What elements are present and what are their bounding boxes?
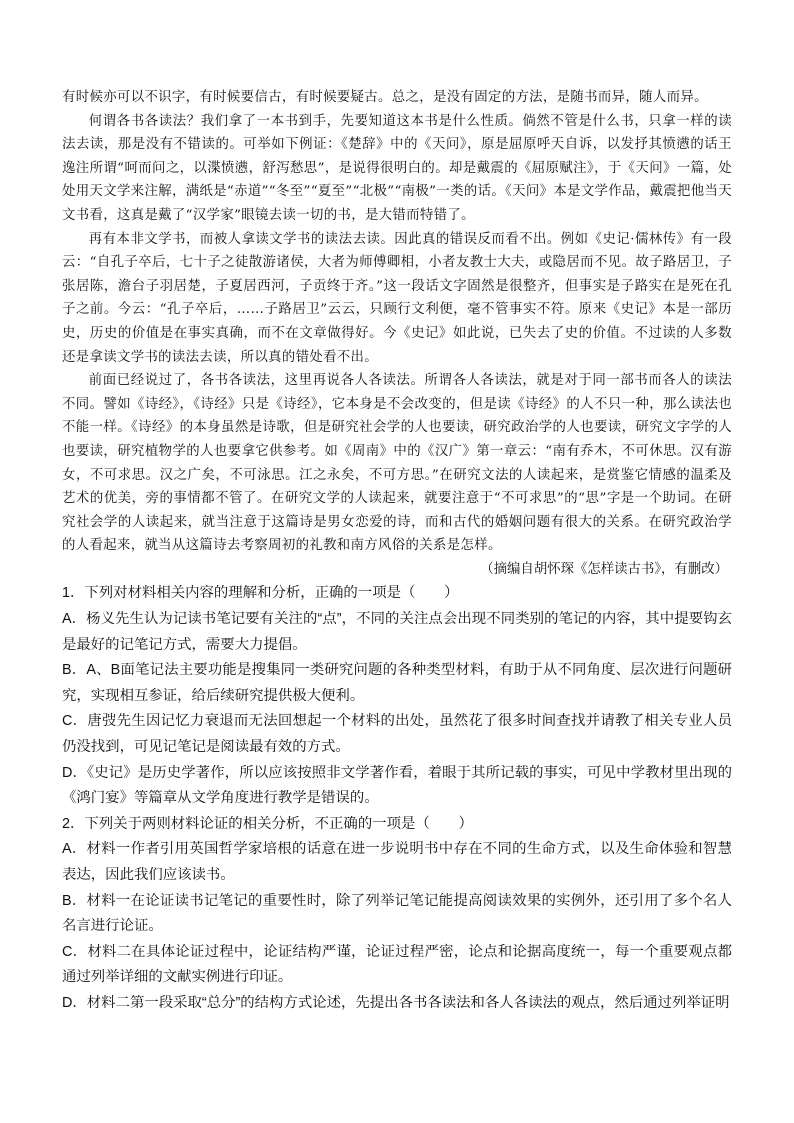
question-1 [62,581,732,811]
source-citation: （摘编自胡怀琛《怎样读古书》，有删改） [480,561,728,577]
option-d: D．材料二第一段采取“总分”的结构方式论述，先提出各书各读法和各人各读法的观点，然后通过列举证明 [62,994,730,1011]
passage-paragraph: 何谓各书各读法？我们拿了一本书到手，先要知道这本书是什么性质。倘然不管是什么书，只拿一样的读法去读，那是没有不错读的。可举如下例证：《楚辞》中的《天问》，原是屈原呼天自诉，以发抒其愤懑的话王逸注所谓“呵而问之，以渫愤懑，舒泻愁思”，是说得很明白的。却是戴震的《屈原赋注》，于《天问》一篇，处处用天文学来注解，满纸是“赤道”“冬至”“夏至”“北极”“南极”一类的话。《天问》本是文学作品，戴震把他当天文书看，这真是戴了“汉学家”眼镜去读一切的书，是大错而特错了。 [62,113,732,223]
option-a: A．材料一作者引用英国哲学家培根的话意在进一步说明书中存在不同的生命方式，以及生命体验和智慧表达，因此我们应该读书。 [62,841,732,883]
option-c: C．材料二在具体论证过程中，论证结构严谨，论证过程严密，论点和论据高度统一，每一个重要观点都通过列举详细的文献实例进行印证。 [62,943,732,986]
option-d: D．《史记》是历史学著作，所以应该按照非文学著作看，着眼于其所记载的事实，可见中学教材里出现的《鸿门宴》等篇章从文学角度进行教学是错误的。 [62,764,732,807]
option-a: A．杨义先生认为记读书笔记要有关注的“点”，不同的关注点会出现不同类别的笔记的内容，其中提要钩玄是最好的记笔记方式，需要大力提倡。 [62,611,732,653]
reading-passage [62,86,732,558]
passage-paragraph: 前面已经说过了，各书各读法，这里再说各人各读法。所谓各人各读法，就是对于同一部书而各人的读法不同。譬如《诗经》，《诗经》只是《诗经》，它本身是不会改变的，但是读《诗经》的人不只一种，那么读法也不能一样。《诗经》的本身虽然是诗歌，但是研究社会学的人也要读，研究政治学的人也要读，研究文字学的人也要读，研究植物学的人也要拿它供参考。如《周南》中的《汉广》第一章云：“南有乔木，不可休思。汉有游女，不可求思。汉之广矣，不可泳思。江之永矣，不可方思。”在研究文法的人读起来，是赏鉴它情感的温柔及艺术的优美，旁的事情都不管了。在研究文学的人读起来，就要注意于“不可求思”的“思”字是一个助词。在研究社会学的人读起来，就当注意于这篇诗是男女恋爱的诗，而和古代的婚姻问题有很大的关系。在研究政治学的人看起来，就当从这篇诗去考察周初的礼教和南方风俗的关系是怎样。 [62,373,732,554]
passage-paragraph: 再有本非文学书，而被人拿读文学书的读法去读。因此真的错误反而看不出。例如《史记·儒林传》有一段云：“自孔子卒后，七十子之徒散游诸侯，大者为师傅卿相，小者友教士大夫，或隐居而不见。故子路居卫，子张居陈，澹台子羽居楚，子夏居西河，子贡终于齐。”这一段话文字固然是很整齐，但事实是子路实在是死在孔子之前。今云：“孔子卒后，……子路居卫”云云，只顾行文利便，毫不管事实不符。原来《史记》本是一部历史，历史的价值是在事实真确，而不在文章做得好。今《史记》如此说，已失去了史的价值。不过读的人多数还是拿读文学书的读法去读，所以真的错处看不出。 [62,231,732,365]
option-c: C．唐弢先生因记忆力衰退而无法回想起一个材料的出处，虽然花了很多时间查找并请教了相关专业人员仍没找到，可见记笔记是阅读最有效的方式。 [62,713,732,756]
question-2 [62,812,732,1017]
question-list [62,581,732,1016]
option-b: B．材料一在论证读书记笔记的重要性时，除了列举记笔记能提高阅读效果的实例外，还引用了多个名人名言进行论证。 [62,892,732,935]
question-stem: 1．下列对材料相关内容的理解和分析，正确的一项是（ ） [62,585,459,602]
option-b: B．A、B面笔记法主要功能是搜集同一类研究问题的各种类型材料，有助于从不同角度、层次进行问题研究，实现相互参证，给后续研究提供极大便利。 [62,662,732,704]
question-stem: 2．下列关于两则材料论证的相关分析，不正确的一项是（ ） [62,815,473,832]
passage-paragraph: 有时候亦可以不识字，有时候要信古，有时候要疑古。总之，是没有固定的方法，是随书而异，随人而异。 [62,90,708,105]
